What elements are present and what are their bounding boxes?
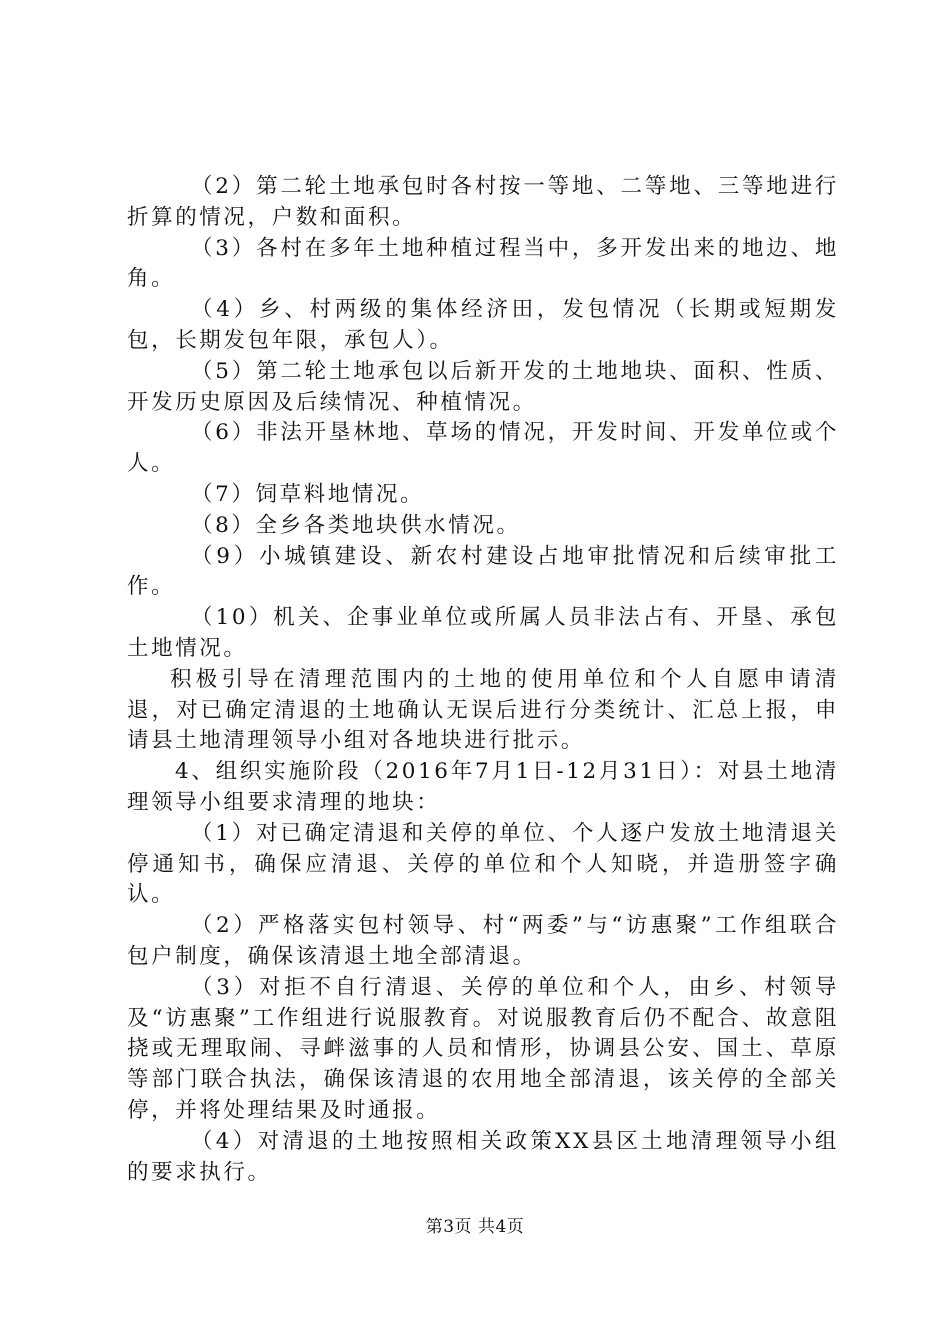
paragraph-item-5: （5）第二轮土地承包以后新开发的土地地块、面积、性质、开发历史原因及后续情况、种植情况。 [127, 358, 839, 415]
paragraph-stage-item-1: （1）对已确定清退和关停的单位、个人逐户发放土地清退关停通知书，确保应清退、关停的单位和个人知晓，并造册签字确认。 [127, 820, 839, 908]
paragraph-stage-item-2: （2）严格落实包村领导、村“两委”与“访惠聚”工作组联合包户制度，确保该清退土地全部清退。 [127, 913, 839, 969]
paragraph-item-3: （3）各村在多年土地种植过程当中，多开发出来的地边、地角。 [127, 235, 839, 292]
paragraph-item-9: （9）小城镇建设、新农村建设占地审批情况和后续审批工作。 [127, 543, 839, 600]
page-number-footer: 第3页 共4页 [425, 1217, 525, 1237]
paragraph-item-2: （2）第二轮土地承包时各村按一等地、二等地、三等地进行折算的情况，户数和面积。 [127, 174, 839, 230]
paragraph-stage-item-4: （4）对清退的土地按照相关政策XX县区土地清理领导小组的要求执行。 [127, 1128, 839, 1185]
document-body [127, 172, 839, 1188]
paragraph-item-8: （8）全乡各类地块供水情况。 [191, 512, 521, 538]
paragraph-guidance: 积极引导在清理范围内的土地的使用单位和个人自愿申请清退，对已确定清退的土地确认无误后进行分类统计、汇总上报，申请县土地清理领导小组对各地块进行批示。 [127, 666, 839, 754]
paragraph-item-4: （4）乡、村两级的集体经济田，发包情况（长期或短期发包，长期发包年限，承包人）。 [127, 297, 839, 353]
paragraph-stage-4-heading: 4、组织实施阶段（2016年7月1日-12月31日）：对县土地清理领导小组要求清理的地块： [127, 759, 839, 815]
paragraph-item-6: （6）非法开垦林地、草场的情况，开发时间、开发单位或个人。 [127, 420, 839, 477]
paragraph-stage-item-3: （3）对拒不自行清退、关停的单位和个人，由乡、村领导及“访惠聚”工作组进行说服教育。对说服教育后仍不配合、故意阻挠或无理取闹、寻衅滋事的人员和情形，协调县公安、国土、草原等部门联合执法，确保该清退的农用地全部清退，该关停的全部关停，并将处理结果及时通报。 [127, 974, 839, 1123]
paragraph-item-7: （7）饲草料地情况。 [191, 481, 425, 507]
paragraph-item-10: （10）机关、企事业单位或所属人员非法占有、开垦、承包土地情况。 [127, 605, 839, 661]
